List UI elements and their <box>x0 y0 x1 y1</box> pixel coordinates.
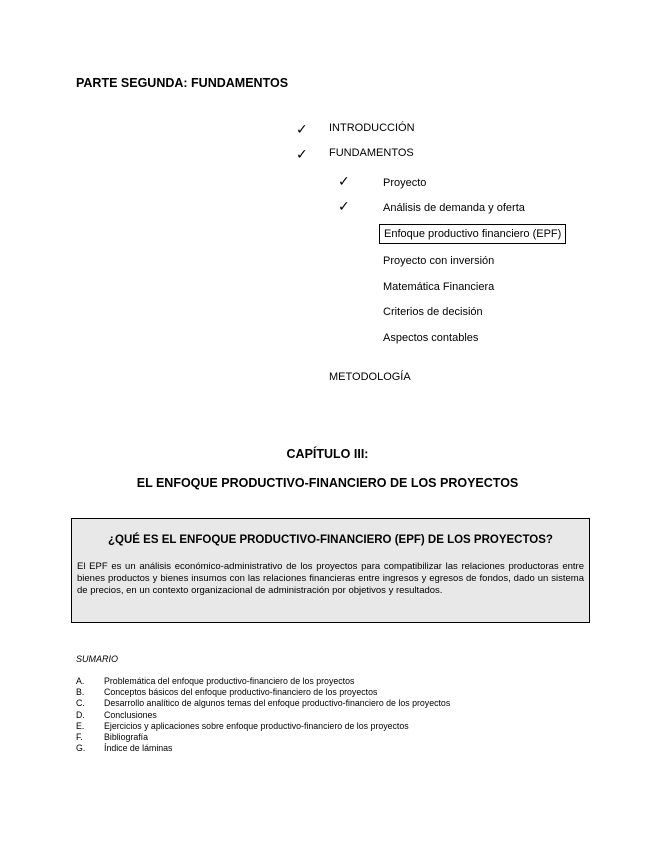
checkmark-icon: ✓ <box>338 198 350 214</box>
outline-item-fundamentos: FUNDAMENTOS <box>329 147 414 159</box>
summary-letter: E. <box>76 720 85 731</box>
list-item <box>76 698 596 709</box>
list-item <box>76 687 596 698</box>
summary-label: SUMARIO <box>76 654 119 664</box>
definition-question: ¿QUÉ ES EL ENFOQUE PRODUCTIVO-FINANCIERO (EPF) DE LOS PROYECTOS? <box>108 534 553 546</box>
outline-subitem-proyecto: Proyecto <box>383 177 427 189</box>
checkmark-icon: ✓ <box>296 121 308 137</box>
part-heading: PARTE SEGUNDA: FUNDAMENTOS <box>76 76 289 90</box>
summary-letter: D. <box>76 709 85 720</box>
outline-subitem-proyecto-inversion: Proyecto con inversión <box>383 255 495 267</box>
summary-letter: B. <box>76 687 85 698</box>
summary-text: Conclusiones <box>104 709 157 720</box>
summary-letter: G. <box>76 743 86 754</box>
summary-letter: A. <box>76 676 85 686</box>
summary-text: Problemática del enfoque productivo-financiero de los proyectos <box>104 676 355 686</box>
checkmark-icon: ✓ <box>296 146 308 162</box>
summary-text: Bibliografía <box>104 731 149 742</box>
list-item <box>76 732 596 743</box>
outline-subitem-analisis: Análisis de demanda y oferta <box>383 202 525 214</box>
outline-subitem-matematica: Matemática Financiera <box>383 281 495 293</box>
outline-subitem-criterios: Criterios de decisión <box>383 306 483 318</box>
definition-box <box>71 518 590 623</box>
outline-item-introduccion: INTRODUCCIÓN <box>329 122 415 134</box>
summary-text: Ejercicios y aplicaciones sobre enfoque productivo-financiero de los proyectos <box>104 720 409 731</box>
outline-subitem-contables: Aspectos contables <box>383 332 479 344</box>
list-item <box>76 743 596 754</box>
chapter-title: EL ENFOQUE PRODUCTIVO-FINANCIERO DE LOS PROYECTOS <box>136 476 519 490</box>
outline-item-metodologia: METODOLOGÍA <box>329 371 411 383</box>
summary-letter: F. <box>76 731 83 742</box>
outline-subitem-current: Enfoque productivo financiero (EPF) <box>379 224 566 244</box>
chapter-number: CAPÍTULO III: <box>286 447 369 461</box>
summary-text: Conceptos básicos del enfoque productivo-financiero de los proyectos <box>104 687 378 698</box>
summary-list <box>76 676 596 754</box>
summary-text: Desarrollo analítico de algunos temas del enfoque productivo-financiero de los proyectos <box>104 698 451 709</box>
list-item <box>76 710 596 721</box>
checkmark-icon: ✓ <box>338 173 350 189</box>
definition-text: El EPF es un análisis económico-administrativo de los proyectos para compatibilizar las relaciones productoras entre bienes productos y bienes insumos con las relaciones financieras entre ingresos y egresos de fondos, dado un sistema de precios, en un contexto organizacional de administración por objetivos y resultados. <box>77 561 584 597</box>
summary-text: Índice de láminas <box>104 743 173 754</box>
list-item <box>76 676 596 687</box>
summary-letter: C. <box>76 698 85 709</box>
list-item <box>76 721 596 732</box>
